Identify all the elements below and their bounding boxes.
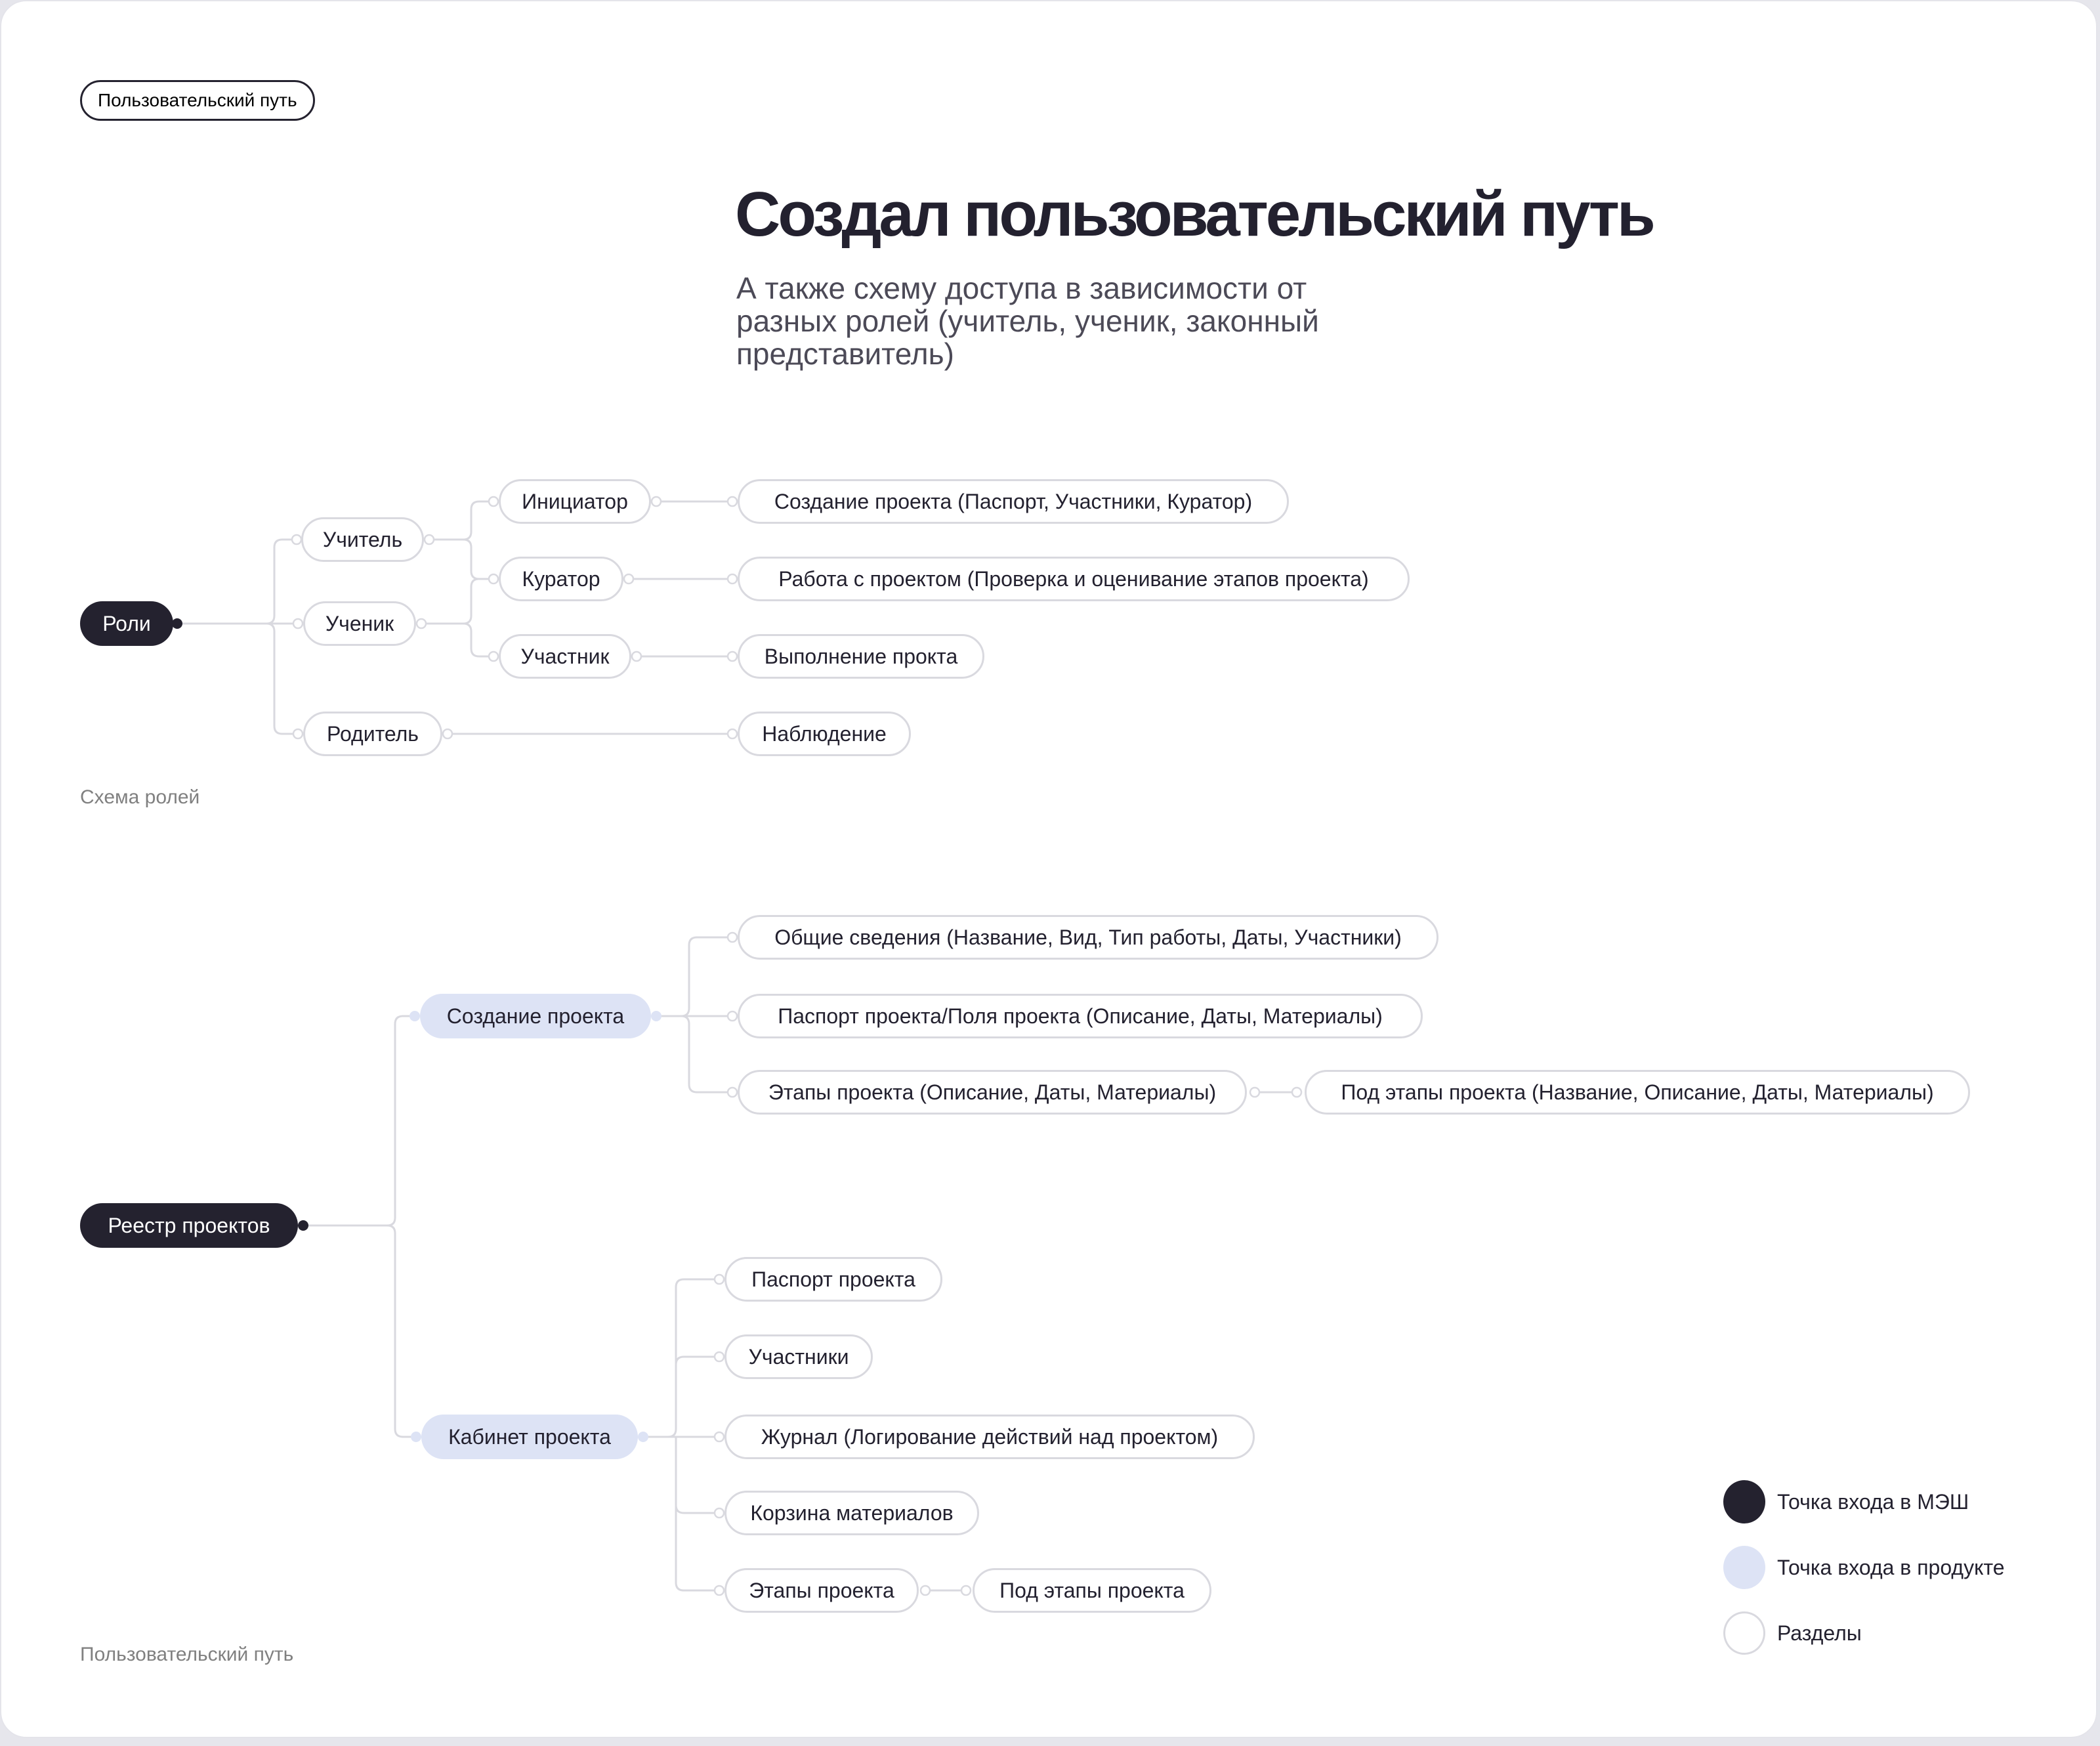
legend-item-mesh-entry: [1723, 1480, 2005, 1524]
node-create-stages: Этапы проекта (Описание, Даты, Материалы): [738, 1070, 1247, 1115]
node-cabinet-participants: Участники: [724, 1334, 873, 1379]
node-create-passport: Паспорт проекта/Поля проекта (Описание, Даты, Материалы): [738, 994, 1423, 1038]
legend-label: Точка входа в продукте: [1777, 1555, 2005, 1579]
node-roles-root: Роли: [80, 601, 173, 646]
journey-caption: Пользовательский путь: [80, 1644, 294, 1665]
node-action-review: Работа с проектом (Проверка и оценивание этапов проекта): [738, 557, 1410, 601]
node-action-execute: Выполнение прокта: [738, 634, 984, 679]
node-create-project: Создание проекта: [420, 994, 651, 1038]
page-subtitle: А также схему доступа в зависимости от разных ролей (учитель, ученик, законный представитель): [736, 271, 1319, 371]
dark-circle-icon: [1723, 1480, 1765, 1523]
legend-item-product-entry: [1723, 1545, 2005, 1590]
node-create-general-info: Общие сведения (Название, Вид, Тип работы, Даты, Участники): [738, 915, 1438, 960]
light-blue-circle-icon: [1723, 1546, 1765, 1589]
legend-label: Разделы: [1777, 1621, 1862, 1645]
legend: [1723, 1480, 2005, 1676]
node-role-parent: Родитель: [303, 712, 442, 756]
node-cabinet-journal: Журнал (Логирование действий над проектом): [724, 1415, 1255, 1459]
node-role-teacher: Учитель: [301, 517, 424, 562]
page-title: Создал пользовательский путь: [735, 179, 1653, 249]
node-cabinet-stages: Этапы проекта: [724, 1568, 919, 1613]
node-cabinet-trash: Корзина материалов: [724, 1491, 979, 1535]
node-cabinet-substages: Под этапы проекта: [973, 1568, 1211, 1613]
legend-item-sections: [1723, 1611, 2005, 1655]
node-action-create: Создание проекта (Паспорт, Участники, Куратор): [738, 479, 1289, 524]
node-create-substages: Под этапы проекта (Название, Описание, Даты, Материалы): [1305, 1070, 1970, 1115]
roles-caption: Схема ролей: [80, 786, 200, 808]
node-subrole-participant: Участник: [499, 634, 631, 679]
section-tag: Пользовательский путь: [80, 80, 315, 121]
node-subrole-initiator: Инициатор: [499, 479, 651, 524]
node-subrole-curator: Куратор: [499, 557, 623, 601]
node-action-observe: Наблюдение: [738, 712, 911, 756]
outline-circle-icon: [1723, 1611, 1765, 1655]
legend-label: Точка входа в МЭШ: [1777, 1489, 1969, 1514]
node-cabinet-passport: Паспорт проекта: [724, 1257, 942, 1302]
node-project-cabinet: Кабинет проекта: [421, 1415, 638, 1459]
node-role-student: Ученик: [303, 601, 416, 646]
node-registry-root: Реестр проектов: [80, 1203, 298, 1248]
